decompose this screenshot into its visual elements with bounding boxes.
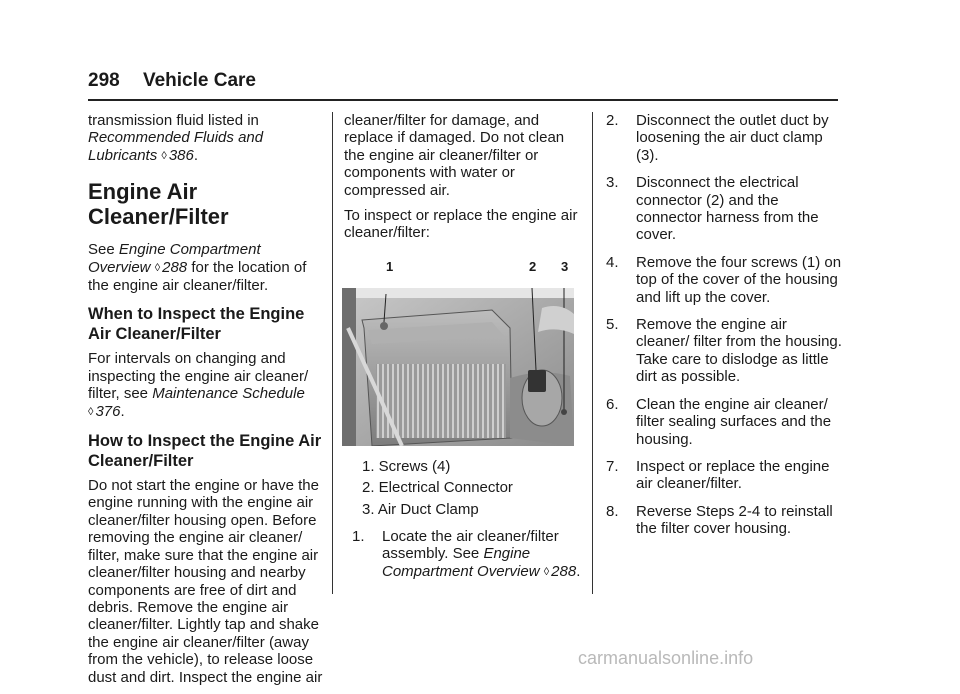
location-suffix: for the location of the engine air cleaner/filter. — [88, 258, 307, 295]
header-rule — [88, 99, 838, 101]
column-divider-2 — [592, 112, 593, 594]
engine-overview-page-ref[interactable]: 288 — [162, 258, 188, 276]
step-number: 4. — [606, 253, 619, 271]
callout-2: 2 — [529, 258, 537, 274]
figure-legend — [362, 458, 584, 518]
step-item — [606, 316, 842, 386]
step-item — [606, 112, 842, 164]
step-number: 2. — [606, 112, 619, 129]
column-3 — [606, 112, 842, 548]
section-heading: Engine Air Cleaner/Filter — [88, 179, 229, 230]
procedure-intro: To inspect or replace the engine air cleaner/filter: — [344, 207, 578, 242]
step-number: 7. — [606, 457, 619, 475]
page-ref-icon: ◊ — [543, 565, 550, 578]
continued-paragraph: cleaner/filter for damage, and replace if damaged. Do not clean the engine air cleaner/filter or components with water or compressed air. — [344, 112, 565, 199]
callout-3: 3 — [561, 258, 569, 274]
page-header — [88, 70, 256, 92]
air-filter-figure — [342, 258, 580, 448]
step-text: Disconnect the outlet duct by loosening the air duct clamp (3). — [636, 112, 829, 164]
legend-item: 3. Air Duct Clamp — [362, 500, 479, 518]
step-text: Disconnect the electrical connector (2) and the connector harness from the cover. — [636, 174, 819, 244]
step-number: 3. — [606, 174, 619, 192]
location-prefix: See — [88, 241, 115, 259]
intro-paragraph: transmission fluid listed in Recommended Fluids and Lubricants ◊ 386. — [88, 112, 264, 164]
step-text: Inspect or replace the engine air cleaner/filter. — [636, 457, 830, 493]
inspect-paragraph: Do not start the engine or have the engine running with the engine air cleaner/filter housing open. Before removing the engine air cleaner/ filter, make sure that the engine air cleaner/filter housing and nearby components are free of dirt and debris. Remove the engine air cleaner/filter. Lightly tap and shake the engine air cleaner/filter (away from the vehicle), to release loose dust and dirt. Inspect the engine air — [88, 477, 323, 686]
step-text: Remove the four screws (1) on top of the cover of the housing and lift up the cover. — [636, 253, 842, 306]
when-heading: When to Inspect the Engine Air Cleaner/Filter — [88, 305, 305, 344]
callout-1: 1 — [386, 258, 394, 274]
step-text: Locate the air cleaner/filter assembly. See — [382, 528, 559, 563]
section-title: Vehicle Care — [142, 70, 257, 91]
maintenance-page-ref[interactable]: 376 — [95, 402, 121, 420]
watermark: carmanualsonline.info — [578, 648, 754, 668]
step-list-col3 — [606, 112, 842, 538]
step-text: Clean the engine air cleaner/ filter sealing surfaces and the housing. — [636, 395, 832, 448]
engine-overview-link[interactable]: Engine Compartment Overview — [88, 241, 261, 276]
step-number: 5. — [606, 316, 619, 334]
intro-link[interactable]: Recommended Fluids and Lubricants — [88, 129, 264, 164]
legend-item: 1. Screws (4) — [362, 457, 451, 475]
engine-overview-page-ref[interactable]: 288 — [551, 562, 577, 580]
page-ref-icon: ◊ — [154, 261, 161, 274]
column-divider-1 — [332, 112, 333, 594]
step-list-col2 — [352, 528, 584, 581]
page-number: 298 — [88, 70, 120, 91]
step-item — [606, 458, 842, 493]
step-item — [606, 254, 842, 306]
step-item — [606, 396, 842, 448]
column-1 — [88, 112, 324, 694]
step-text: Reverse Steps 2-4 to reinstall the filter cover housing. — [636, 502, 833, 538]
air-filter-photo — [342, 288, 574, 446]
step-item: 1. Locate the air cleaner/filter assembly. See Engine Compartment Overview ◊ 288. — [352, 528, 581, 580]
step-number: 1. — [352, 528, 365, 546]
page-ref-icon: ◊ — [88, 405, 94, 418]
step-item — [606, 503, 842, 538]
location-paragraph — [88, 241, 324, 294]
step-number: 8. — [606, 502, 619, 520]
step-number: 6. — [606, 395, 619, 413]
step-text: Remove the engine air cleaner/ filter from the housing. Take care to dislodge as little dirt as possible. — [636, 316, 842, 386]
interval-text: For intervals on changing and inspecting the engine air cleaner/ filter, see — [88, 350, 309, 403]
maintenance-schedule-link[interactable]: Maintenance Schedule — [152, 385, 305, 403]
intro-page-ref[interactable]: 386 — [168, 146, 194, 164]
step-item — [606, 174, 842, 244]
interval-paragraph: For intervals on changing and inspecting the engine air cleaner/ filter, see Maintenance Schedule ◊ 376. — [88, 350, 309, 420]
how-heading: How to Inspect the Engine Air Cleaner/Filter — [88, 432, 322, 471]
engine-overview-link[interactable]: Engine Compartment Overview — [382, 545, 540, 580]
page-ref-icon: ◊ — [161, 149, 167, 162]
legend-item: 2. Electrical Connector — [362, 479, 513, 497]
intro-text: transmission fluid listed in — [88, 112, 259, 129]
column-2 — [344, 112, 584, 591]
